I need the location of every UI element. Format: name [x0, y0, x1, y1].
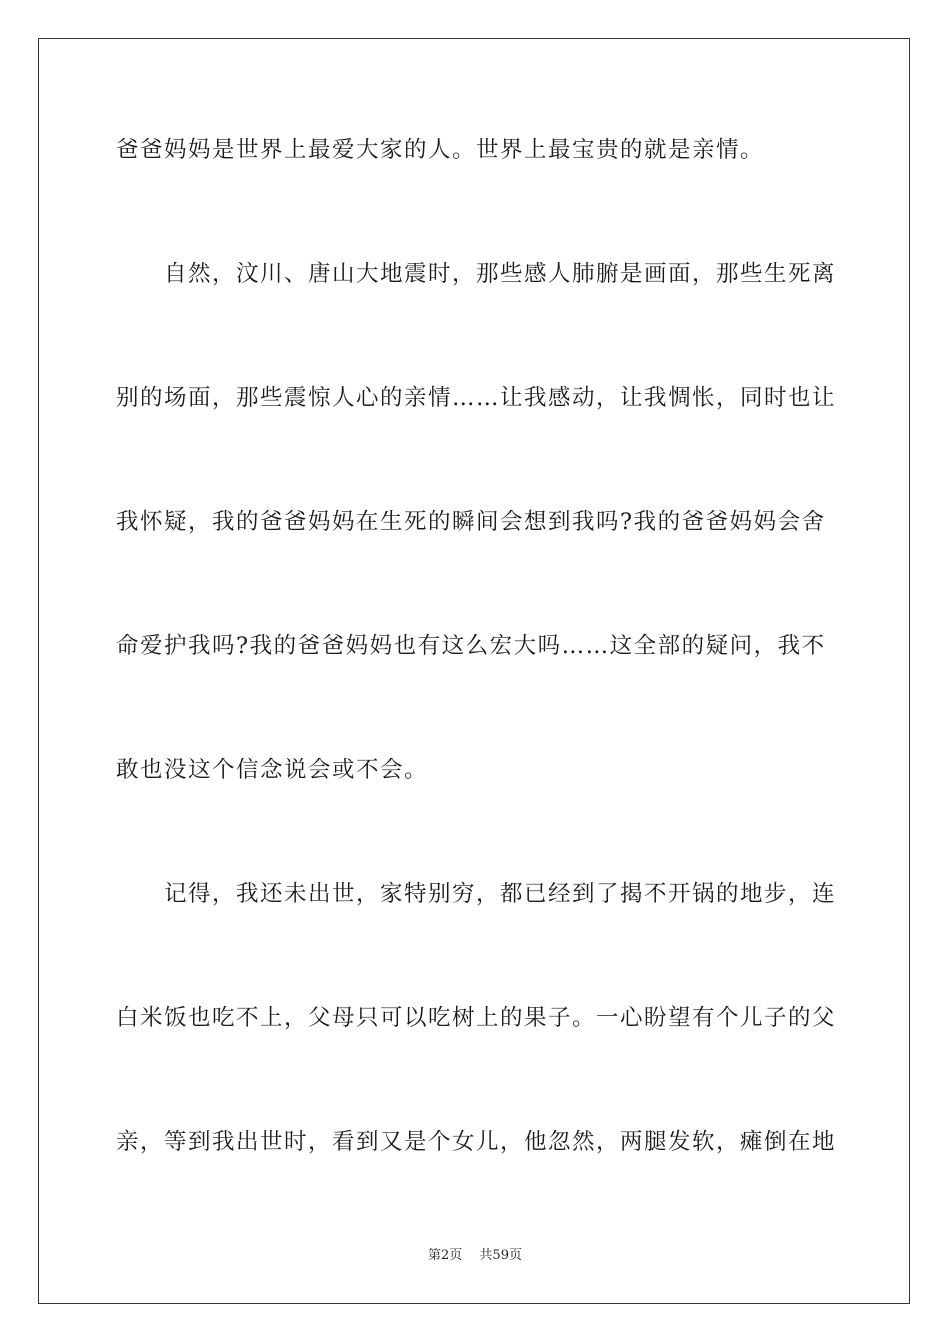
page-border [38, 38, 910, 1304]
paragraph-line: 命爱护我吗?我的爸爸妈妈也有这么宏大吗……这全部的疑问，我不 [116, 633, 826, 659]
paragraph-line: 记得，我还未出世，家特别穷，都已经到了揭不开锅的地步，连 [116, 881, 837, 907]
paragraph-line: 我怀疑，我的爸爸妈妈在生死的瞬间会想到我吗?我的爸爸妈妈会舍 [116, 509, 826, 535]
paragraph-line: 敢也没这个信念说会或不会。 [116, 757, 429, 783]
paragraph-line: 别的场面，那些震惊人心的亲情……让我感动，让我惆怅，同时也让 [116, 385, 837, 411]
paragraph-line: 爸爸妈妈是世界上最爱大家的人。世界上最宝贵的就是亲情。 [116, 137, 765, 163]
paragraph-line: 亲，等到我出世时，看到又是个女儿，他忽然，两腿发软，瘫倒在地 [116, 1129, 837, 1155]
paragraph-line: 白米饭也吃不上，父母只可以吃树上的果子。一心盼望有个儿子的父 [116, 1005, 837, 1031]
page-number-footer: 第2页 共59页 [428, 1248, 522, 1263]
paragraph-line: 自然，汶川、唐山大地震时，那些感人肺腑是画面，那些生死离 [116, 261, 837, 287]
